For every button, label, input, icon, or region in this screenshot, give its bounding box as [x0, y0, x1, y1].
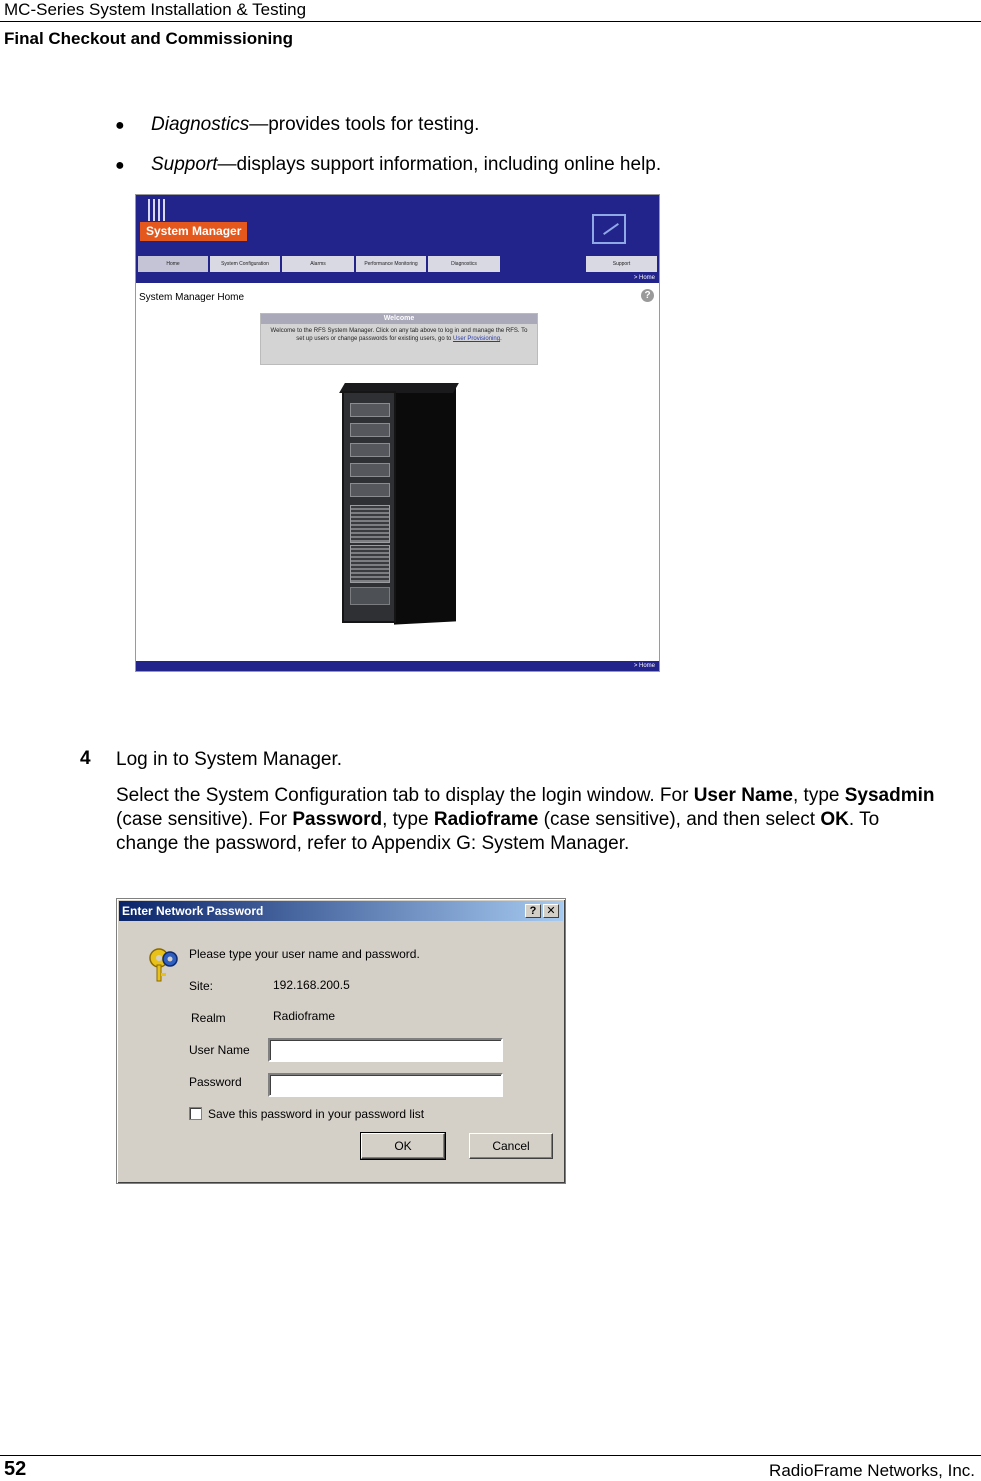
sm-tab-bar — [136, 255, 659, 273]
banner-stripe — [153, 199, 155, 221]
sm-footer-bar — [136, 661, 659, 671]
bullet-text: —provides tools for testing. — [249, 114, 480, 135]
step-text: (case sensitive). For — [116, 809, 293, 830]
bullet-dot: ● — [115, 117, 125, 134]
welcome-message: Welcome to the RFS System Manager. Click on any tab above to log in and manage the RFS. To set up users or change passwords for existing users, go to — [270, 328, 528, 342]
tab-alarms[interactable]: Alarms — [282, 256, 354, 272]
username-field[interactable] — [268, 1038, 503, 1062]
step-term-ok: OK — [820, 809, 849, 830]
system-manager-logo: System Manager — [140, 222, 247, 241]
tab-system-configuration[interactable]: System Configuration — [210, 256, 280, 272]
step-text: , type — [382, 809, 434, 830]
user-provisioning-link[interactable]: User Provisioning — [453, 336, 501, 342]
password-field[interactable] — [268, 1073, 503, 1097]
username-label: User Name — [189, 1043, 250, 1057]
rack-front — [342, 391, 396, 623]
dialog-title: Enter Network Password — [122, 904, 264, 918]
step-term-user-name: User Name — [693, 785, 793, 806]
welcome-panel — [260, 313, 538, 365]
company-name: RadioFrame Networks, Inc. — [769, 1461, 975, 1480]
close-icon[interactable]: ✕ — [543, 904, 559, 918]
rack-grille — [350, 545, 390, 583]
rack-side — [394, 387, 456, 624]
welcome-text: Welcome to the RFS System Manager. Click on any tab above to log in and manage the RFS. To set up users or change passwords for existing users, go to User Provisioning. — [270, 328, 528, 342]
ok-button[interactable]: OK — [361, 1133, 445, 1159]
bullet-dot: ● — [115, 157, 125, 174]
rack-unit — [350, 443, 390, 457]
step-title: Log in to System Manager. — [116, 749, 343, 770]
rack-plate — [350, 587, 390, 605]
step-term-password: Password — [292, 809, 383, 830]
keys-icon — [143, 945, 183, 985]
step-text: . To change the password, refer to Appendix G: System Manager. — [116, 809, 880, 854]
rack-unit — [350, 463, 390, 477]
step-text: Select the System Configuration tab to display the login window. For — [116, 785, 694, 806]
help-button[interactable]: ? — [525, 904, 541, 918]
header-rule — [0, 21, 981, 22]
tab-diagnostics[interactable]: Diagnostics — [428, 256, 500, 272]
breadcrumb-home[interactable]: > Home — [633, 275, 655, 281]
tab-home[interactable]: Home — [138, 256, 208, 272]
bullet-diagnostics — [115, 114, 479, 136]
radioframe-emblem-icon — [592, 214, 626, 244]
help-icon[interactable]: ? — [641, 289, 654, 302]
footer-breadcrumb-home[interactable]: > Home — [633, 663, 655, 669]
step-term-sysadmin: Sysadmin — [844, 785, 935, 806]
step-text: (case sensitive), and then select — [538, 809, 821, 830]
sm-banner — [136, 195, 659, 255]
banner-stripe — [158, 199, 160, 221]
network-password-dialog — [116, 898, 566, 1184]
step-number: 4 — [80, 748, 91, 769]
password-label: Password — [189, 1075, 242, 1089]
site-label: Site: — [189, 979, 214, 993]
bullet-term: Support — [151, 154, 218, 175]
banner-stripe — [148, 199, 150, 221]
step-text: , type — [792, 785, 845, 806]
tab-support[interactable]: Support — [586, 256, 657, 272]
banner-stripe — [163, 199, 165, 221]
realm-value: Radioframe — [273, 1009, 336, 1023]
site-value: 192.168.200.5 — [273, 978, 350, 992]
step-term-radioframe: Radioframe — [433, 809, 539, 830]
cancel-button[interactable]: Cancel — [469, 1133, 553, 1159]
sm-page-title: System Manager Home — [139, 292, 245, 303]
rack-unit — [350, 403, 390, 417]
bullet-support — [115, 154, 661, 176]
tab-performance-monitoring[interactable]: Performance Monitoring — [356, 256, 426, 272]
step-instructions — [116, 784, 946, 856]
rack-unit — [350, 483, 390, 497]
rack-unit — [350, 423, 390, 437]
bullet-term: Diagnostics — [151, 114, 250, 135]
realm-label: Realm — [191, 1011, 226, 1025]
rack-grille — [350, 505, 390, 543]
save-password-label[interactable]: Save this password in your password list — [208, 1107, 425, 1121]
document-title: MC-Series System Installation & Testing — [4, 0, 307, 19]
save-password-checkbox[interactable] — [189, 1107, 202, 1120]
bullet-text: —displays support information, including online help. — [217, 154, 662, 175]
welcome-title: Welcome — [261, 314, 537, 324]
rack-cabinet-image — [336, 383, 460, 635]
footer-rule — [0, 1455, 981, 1456]
section-title: Final Checkout and Commissioning — [4, 29, 294, 48]
dialog-titlebar[interactable] — [119, 901, 563, 921]
page-number: 52 — [4, 1458, 27, 1480]
sm-breadcrumb-bar — [136, 273, 659, 283]
dialog-prompt: Please type your user name and password. — [189, 947, 420, 961]
system-manager-screenshot — [135, 194, 660, 672]
